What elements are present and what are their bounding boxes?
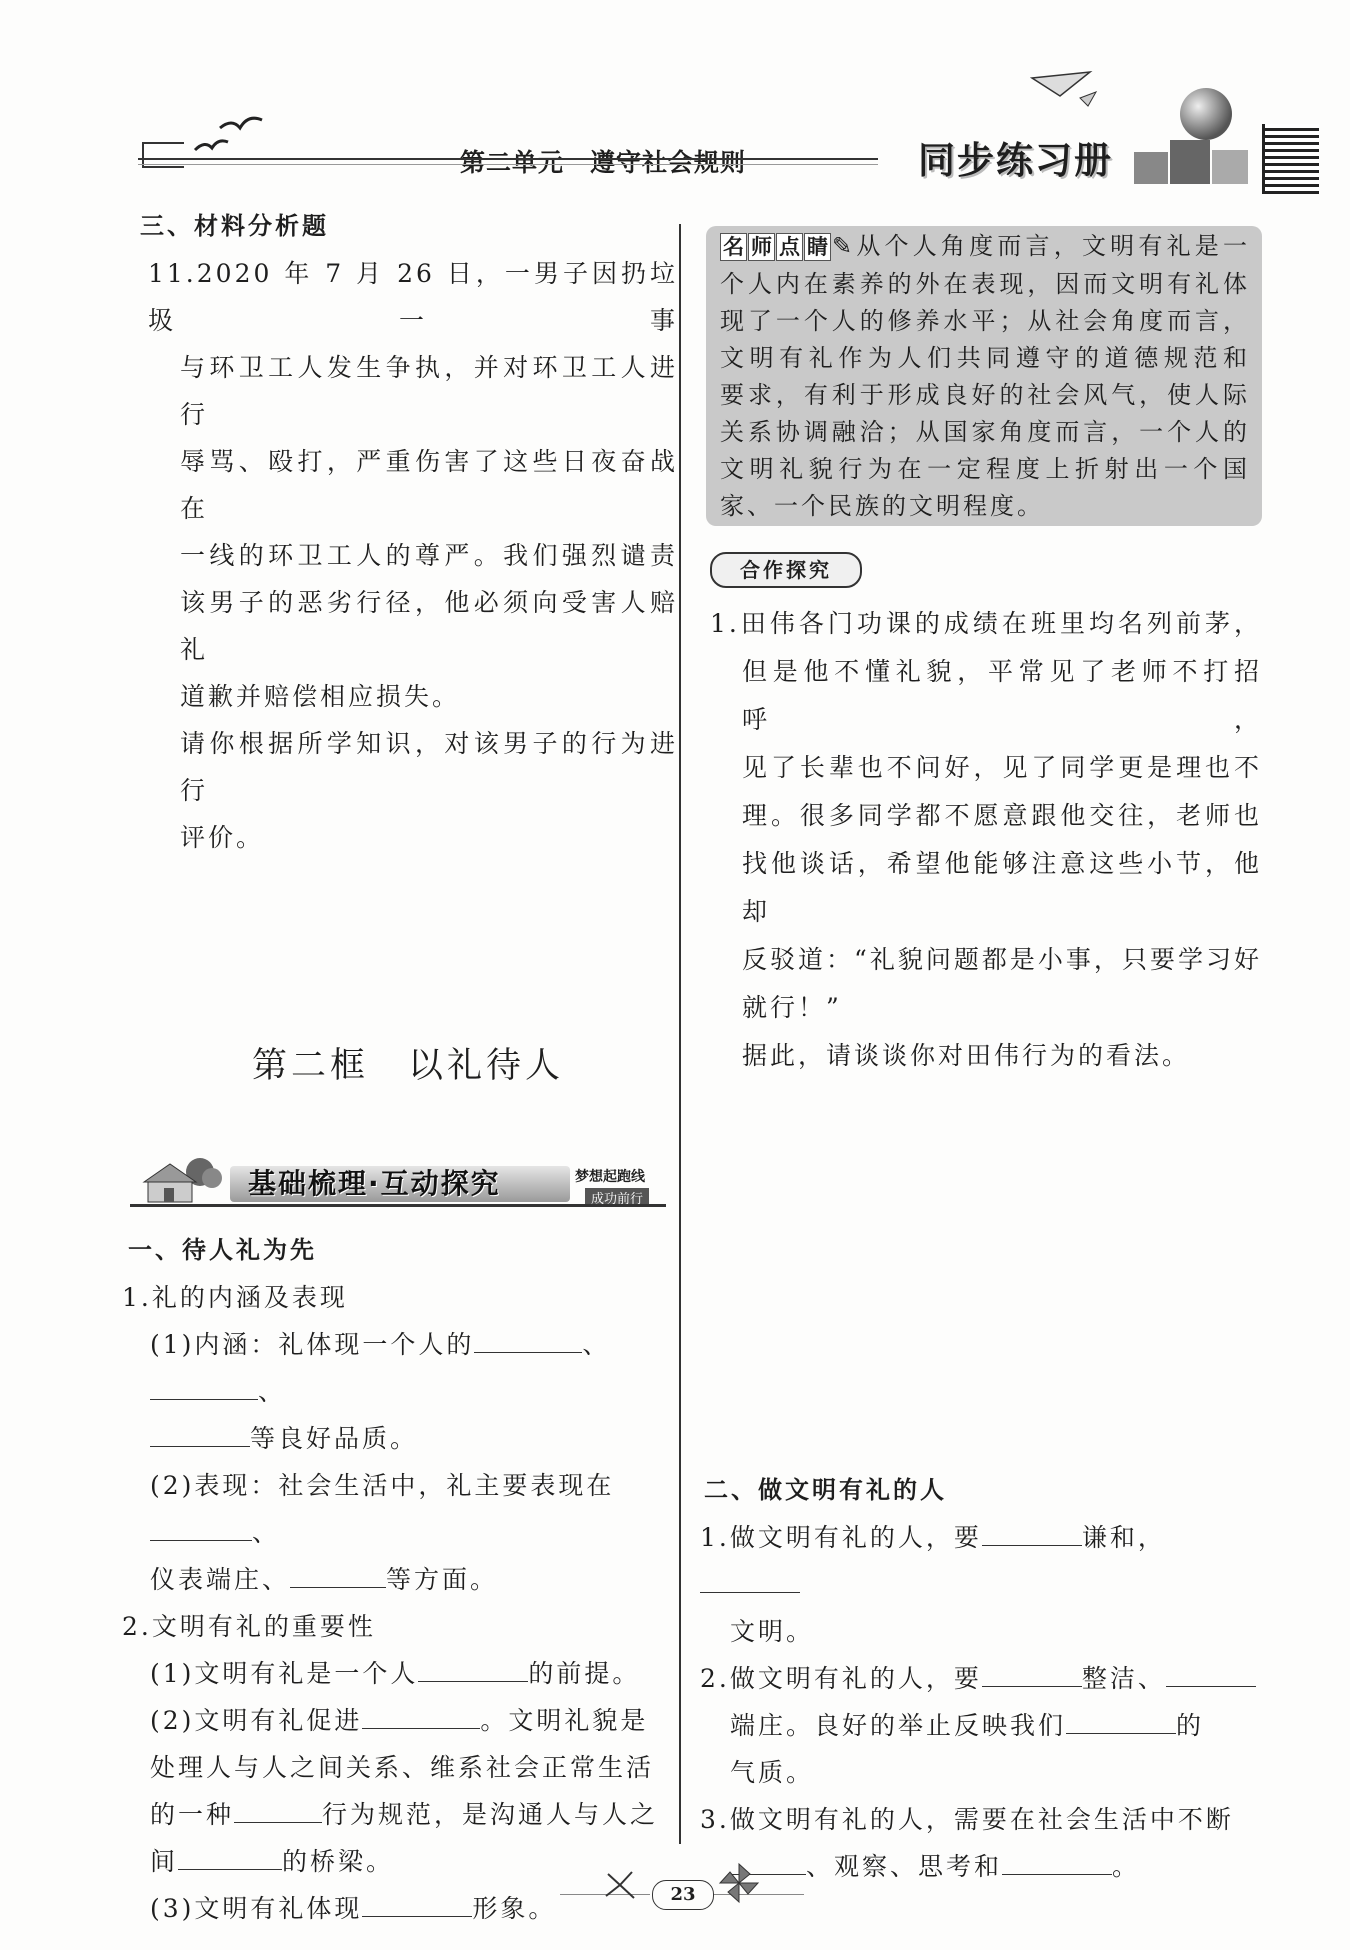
rule-1 xyxy=(700,1514,1262,1608)
text: 的前提。 xyxy=(528,1659,641,1688)
text: 谦和， xyxy=(1081,1523,1166,1552)
tip-label-char: 点 xyxy=(776,233,803,261)
text: 、 xyxy=(258,1377,287,1406)
text: 从个人角度而言，文明有礼是一 xyxy=(855,232,1250,260)
text: (3)文明有礼体现 xyxy=(150,1894,363,1923)
q11-ask-line: 评价。 xyxy=(180,823,265,852)
text: 仪表端庄、 xyxy=(150,1565,291,1594)
q11-ask-line: 请你根据所学知识，对该男子的行为进行 xyxy=(180,729,678,805)
text: 整洁、 xyxy=(1081,1664,1166,1693)
text: 1.做文明有礼的人，要 xyxy=(700,1523,982,1552)
text: 。 xyxy=(1112,1852,1141,1881)
fill-blank[interactable] xyxy=(982,1519,1082,1546)
banner-rule xyxy=(130,1204,666,1207)
fill-blank[interactable] xyxy=(474,1326,582,1353)
text: 端庄。良好的举止反映我们 xyxy=(730,1711,1067,1740)
paper-plane-icon xyxy=(1030,70,1100,110)
fill-blank[interactable] xyxy=(362,1702,480,1729)
inquiry-line: 1.田伟各门功课的成绩在班里均名列前茅， xyxy=(710,609,1262,638)
fill-blank[interactable] xyxy=(700,1566,800,1593)
q11-line: 一线的环卫工人的尊严。我们强烈谴责 xyxy=(180,541,678,570)
birds-icon xyxy=(190,110,270,160)
section2-body xyxy=(700,1514,1262,1890)
text: (1)内涵：礼体现一个人的 xyxy=(150,1330,475,1359)
fill-blank[interactable] xyxy=(982,1660,1082,1687)
section3-title: 三、材料分析题 xyxy=(140,212,329,240)
tip-line xyxy=(720,228,1250,266)
banner-text: 基础梳理·互动探究 xyxy=(248,1167,501,1200)
rule-2-cont xyxy=(700,1702,1262,1749)
text: 间 xyxy=(150,1847,179,1876)
inquiry-line: 找他谈话，希望他能够注意这些小节，他却 xyxy=(742,849,1262,926)
block-icon xyxy=(1170,140,1210,184)
point-2b-line4 xyxy=(122,1838,672,1885)
cooperative-inquiry-label: 合作探究 xyxy=(710,552,862,588)
section1-body xyxy=(122,1274,672,1932)
fill-blank[interactable] xyxy=(290,1561,386,1588)
flower-icon xyxy=(600,1868,640,1902)
tip-label-char: 名 xyxy=(720,233,747,261)
inquiry-1 xyxy=(710,600,1262,1080)
point-2c xyxy=(122,1885,672,1932)
point-1b xyxy=(122,1462,672,1556)
page-number: 23 xyxy=(652,1880,714,1910)
point-2: 2.文明有礼的重要性 xyxy=(122,1612,376,1641)
text: 等方面。 xyxy=(386,1565,499,1594)
text: 。文明礼貌是 xyxy=(480,1706,649,1735)
point-2b-line3 xyxy=(122,1791,672,1838)
pinwheel-icon xyxy=(716,1860,762,1906)
fill-blank[interactable] xyxy=(1166,1660,1256,1687)
tip-line: 家、一个民族的文明程度。 xyxy=(720,492,1044,520)
point-1a xyxy=(122,1321,672,1415)
inquiry-ask: 据此，请谈谈你对田伟行为的看法。 xyxy=(742,1041,1191,1070)
text: 2.做文明有礼的人，要 xyxy=(700,1664,982,1693)
inquiry-line: 就行！” xyxy=(742,993,842,1022)
fill-blank[interactable] xyxy=(150,1373,258,1400)
rule-3-cont xyxy=(700,1843,1262,1890)
book-title: 同步练习册 xyxy=(918,139,1113,182)
text: 、观察、思考和 xyxy=(806,1852,1003,1881)
q11-line: 与环卫工人发生争执，并对环卫工人进行 xyxy=(180,353,678,429)
fill-blank[interactable] xyxy=(178,1843,282,1870)
tip-line: 文明有礼作为人们共同遵守的道德规范和 xyxy=(720,344,1250,372)
banner-slogan: 成功前行 xyxy=(585,1188,649,1207)
text: 等良好品质。 xyxy=(250,1424,419,1453)
inquiry-line: 见了长辈也不问好，见了同学更是理也不 xyxy=(742,753,1262,782)
header-stripes xyxy=(1262,124,1319,194)
tip-line: 要求，有利于形成良好的社会风气，使人际 xyxy=(720,381,1250,409)
point-1b-cont xyxy=(122,1556,672,1603)
teacher-tip xyxy=(720,228,1250,525)
unit-title: 第二单元 遵守社会规则 xyxy=(460,148,747,177)
tip-label xyxy=(720,229,832,266)
tip-line: 文明礼貌行为在一定程度上折射出一个国 xyxy=(720,455,1250,483)
block-icon xyxy=(1134,152,1168,184)
section-banner xyxy=(130,1158,666,1208)
banner-slogan: 梦想起跑线 xyxy=(575,1169,645,1185)
q11-line: 该男子的恶劣行径，他必须向受害人赔礼 xyxy=(180,588,678,664)
text: 的桥梁。 xyxy=(282,1847,395,1876)
point-1: 1.礼的内涵及表现 xyxy=(122,1283,348,1312)
text: 、 xyxy=(582,1330,611,1359)
text: 形象。 xyxy=(472,1894,557,1923)
inquiry-line: 理。很多同学都不愿意跟他交往，老师也 xyxy=(742,801,1262,830)
point-1a-cont xyxy=(122,1415,672,1462)
fill-blank[interactable] xyxy=(234,1796,322,1823)
section2-title: 二、做文明有礼的人 xyxy=(704,1476,947,1504)
rule-3: 3.做文明有礼的人，需要在社会生活中不断 xyxy=(700,1805,1234,1834)
pencil-icon: ✎ xyxy=(832,232,856,260)
point-2b xyxy=(122,1697,672,1744)
fill-blank[interactable] xyxy=(150,1514,252,1541)
text: 的 xyxy=(1176,1711,1205,1740)
q11-line: 道歉并赔偿相应损失。 xyxy=(180,682,461,711)
tip-label-char: 睛 xyxy=(804,233,831,261)
fill-blank[interactable] xyxy=(1002,1848,1112,1875)
text: (2)表现：社会生活中，礼主要表现在 xyxy=(150,1471,615,1500)
header-rule-thin xyxy=(138,164,878,165)
inquiry-line: 反驳道：“礼貌问题都是小事，只要学习好 xyxy=(742,945,1262,974)
text: (1)文明有礼是一个人 xyxy=(150,1659,419,1688)
tip-line: 关系协调融洽；从国家角度而言，一个人的 xyxy=(720,418,1250,446)
rule-2-cont2: 气质。 xyxy=(730,1758,815,1787)
globe-icon xyxy=(1180,88,1232,140)
q11-line: 11.2020 年 7 月 26 日，一男子因扔垃圾一事 xyxy=(148,259,678,335)
house-icon xyxy=(140,1158,232,1204)
section1-title: 一、待人礼为先 xyxy=(128,1236,317,1264)
fill-blank[interactable] xyxy=(150,1420,250,1447)
point-2b-line2: 处理人与人之间关系、维系社会正常生活 xyxy=(150,1753,655,1782)
frame-title: 第二框 以礼待人 xyxy=(252,1046,565,1086)
rule-2 xyxy=(700,1655,1262,1702)
inquiry-line: 但是他不懂礼貌，平常见了老师不打招呼， xyxy=(742,657,1262,734)
column-divider xyxy=(679,224,681,1844)
text: 的一种 xyxy=(150,1800,235,1829)
fill-blank[interactable] xyxy=(1066,1707,1176,1734)
text: 、 xyxy=(252,1518,281,1547)
tip-line: 个人内在素养的外在表现，因而文明有礼体 xyxy=(720,270,1250,298)
tip-label-char: 师 xyxy=(748,233,775,261)
fill-blank[interactable] xyxy=(418,1655,528,1682)
point-2a xyxy=(122,1650,672,1697)
text: 行为规范，是沟通人与人之 xyxy=(322,1800,659,1829)
rule-1-cont: 文明。 xyxy=(730,1617,815,1646)
question-11 xyxy=(148,250,678,861)
header-rule xyxy=(138,158,878,160)
q11-line: 辱骂、殴打，严重伤害了这些日夜奋战在 xyxy=(180,447,678,523)
fill-blank[interactable] xyxy=(362,1890,472,1917)
block-icon xyxy=(1212,150,1248,184)
text: (2)文明有礼促进 xyxy=(150,1706,363,1735)
tip-line: 现了一个人的修养水平；从社会角度而言， xyxy=(720,307,1250,335)
